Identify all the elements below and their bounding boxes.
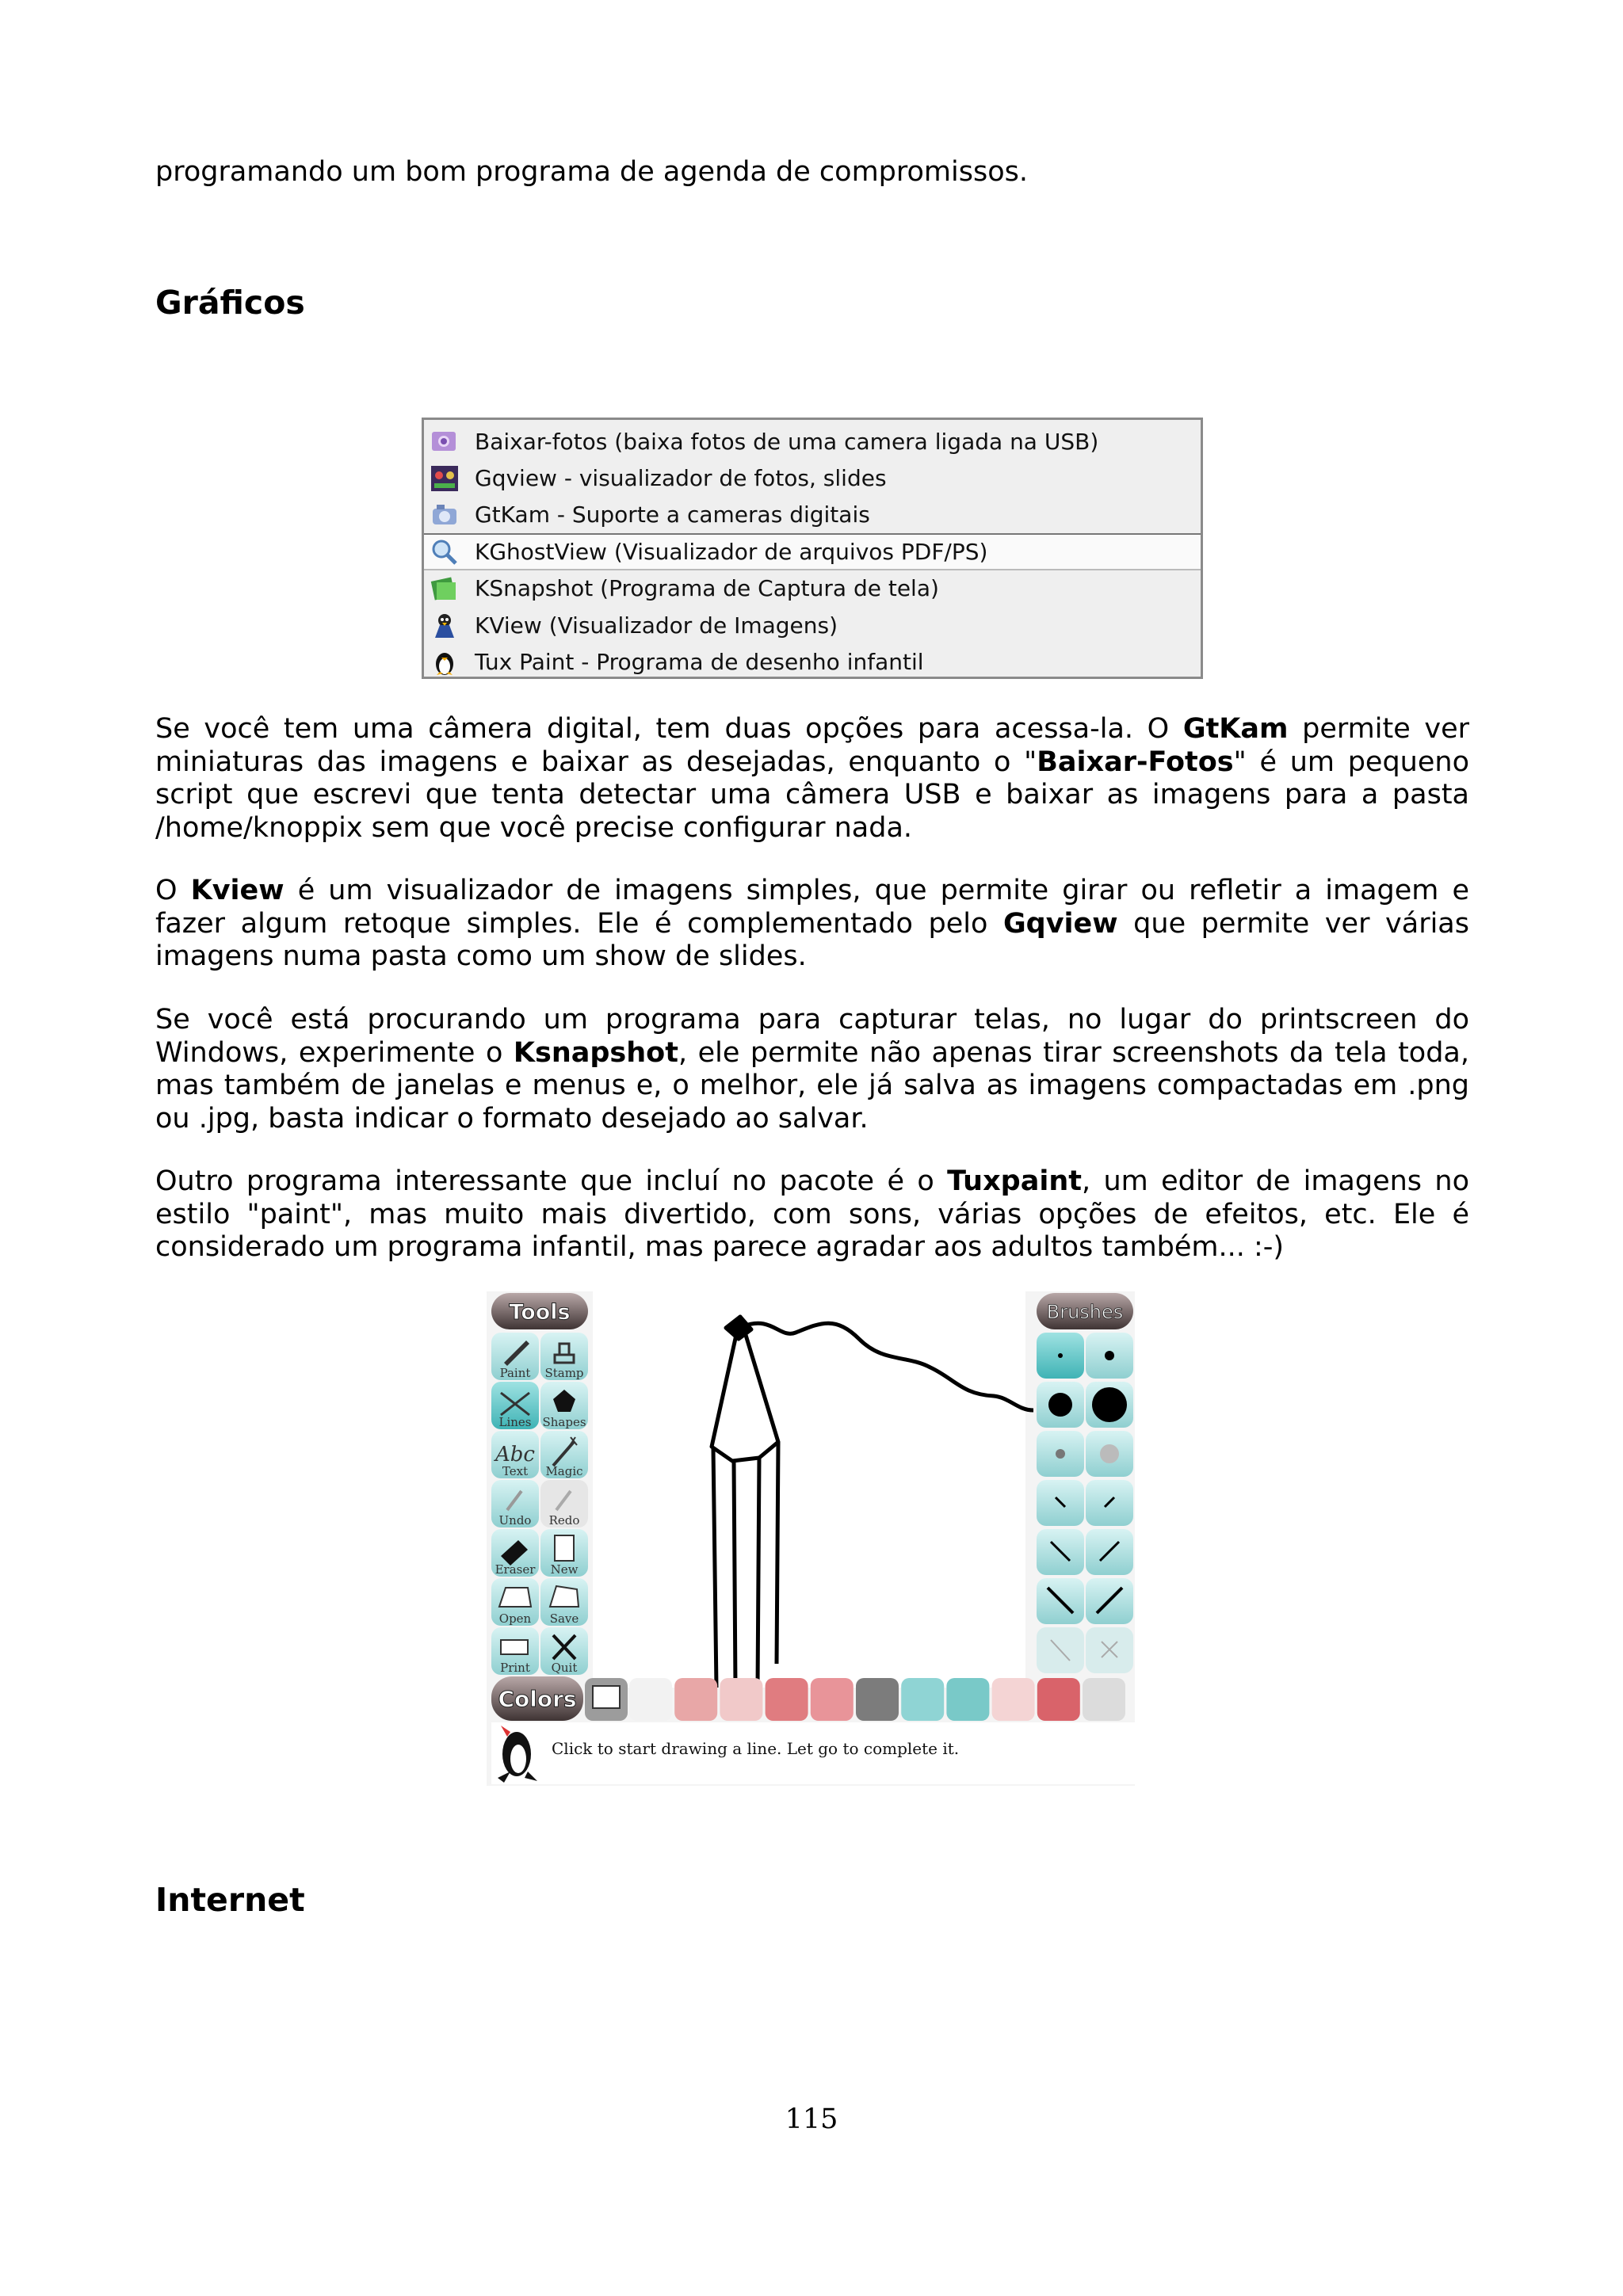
brushes-title [1037, 1293, 1133, 1329]
svg-text:Shapes: Shapes [542, 1415, 586, 1429]
svg-text:Text: Text [502, 1464, 529, 1478]
svg-text:Redo: Redo [548, 1513, 580, 1527]
tool-shapes[interactable] [540, 1382, 588, 1429]
tool-magic[interactable] [540, 1431, 588, 1478]
heading-graficos: Gráficos [155, 284, 305, 322]
term-tuxpaint: Tuxpaint [947, 1165, 1082, 1197]
tool-open[interactable] [491, 1578, 539, 1626]
svg-text:Paint: Paint [499, 1366, 531, 1380]
menu-item-label: KGhostView (Visualizador de arquivos PDF/PS) [475, 538, 988, 565]
tool-stamp[interactable] [540, 1333, 588, 1380]
svg-text:Abc: Abc [495, 1443, 535, 1466]
paragraph-tuxpaint: Outro programa interessante que incluí no pacote é o Tuxpaint, um editor de imagens no estilo "paint", mas muito mais divertido, com sons, várias opções de efeitos, etc. Ele é considerado um programa infantil, mas parece agradar aos adultos também... :-) [155, 1165, 1469, 1263]
magnifier-icon [429, 537, 460, 566]
tuxpaint-screenshot [487, 1291, 1135, 1786]
graphics-menu-screenshot [422, 418, 1203, 679]
camera-photo-icon [429, 427, 460, 456]
brush-12[interactable] [1086, 1578, 1133, 1624]
menu-item-baixar-fotos[interactable] [424, 423, 1201, 460]
brush-5[interactable] [1037, 1431, 1084, 1477]
tool-text[interactable] [491, 1431, 539, 1478]
menu-item-label: KView (Visualizador de Imagens) [475, 612, 838, 639]
svg-text:Save: Save [549, 1611, 579, 1626]
kview-icon [429, 611, 460, 639]
menu-item-label: Tux Paint - Programa de desenho infantil [475, 649, 924, 676]
color-swatch[interactable] [901, 1678, 944, 1721]
color-palette [629, 1678, 1125, 1721]
tool-new[interactable] [540, 1529, 588, 1577]
menu-item-label: KSnapshot (Programa de Captura de tela) [475, 575, 939, 602]
tools-title [491, 1293, 588, 1329]
color-swatch[interactable] [1037, 1678, 1080, 1721]
colors-title [491, 1676, 583, 1721]
status-message: Click to start drawing a line. Let go to complete it. [552, 1739, 960, 1758]
brush-6[interactable] [1086, 1431, 1133, 1477]
color-swatch[interactable] [811, 1678, 854, 1721]
gtkam-icon [429, 501, 460, 529]
menu-item-tuxpaint[interactable] [424, 643, 1201, 680]
svg-text:Magic: Magic [545, 1464, 583, 1478]
brush-8[interactable] [1086, 1480, 1133, 1526]
brush-7[interactable] [1037, 1480, 1084, 1526]
svg-text:Tools: Tools [509, 1300, 571, 1325]
tool-eraser[interactable] [491, 1529, 539, 1577]
svg-text:Stamp: Stamp [544, 1366, 584, 1380]
tux-icon [429, 648, 460, 677]
brush-10[interactable] [1086, 1529, 1133, 1575]
term-gqview: Gqview [1002, 907, 1118, 940]
term-baixar-fotos: Baixar-Fotos [1037, 746, 1234, 778]
svg-text:New: New [550, 1562, 579, 1577]
tool-save[interactable] [540, 1578, 588, 1626]
color-swatch[interactable] [946, 1678, 989, 1721]
term-ksnapshot: Ksnapshot [513, 1036, 678, 1069]
svg-text:Quit: Quit [551, 1661, 578, 1675]
brush-11[interactable] [1037, 1578, 1084, 1624]
tool-quit[interactable] [540, 1627, 588, 1675]
tool-undo[interactable] [491, 1480, 539, 1527]
page-number: 115 [785, 2103, 838, 2135]
tool-print[interactable] [491, 1627, 539, 1675]
menu-item-kview[interactable] [424, 607, 1201, 643]
term-gtkam: GtKam [1182, 713, 1289, 745]
svg-text:Lines: Lines [498, 1415, 532, 1429]
paragraph-kview: O Kview é um visualizador de imagens simples, que permite girar ou refletir a imagem e fazer algum retoque simples. Ele é complementado pelo Gqview que permite ver várias imagens numa pasta como um show de slides. [155, 875, 1469, 972]
color-swatch[interactable] [629, 1678, 672, 1721]
brush-3[interactable] [1037, 1382, 1084, 1428]
term-kview: Kview [190, 875, 285, 906]
drawing-canvas[interactable] [593, 1291, 1025, 1688]
menu-item-kghostview[interactable] [424, 533, 1201, 570]
gqview-icon [429, 464, 460, 493]
color-picker-button[interactable] [585, 1678, 628, 1721]
paragraph-ksnapshot: Se você está procurando um programa para capturar telas, no lugar do printscreen do Windows, experimente o Ksnapshot, ele permite não apenas tirar screenshots da tela toda, mas também de janelas e menus e, o melhor, ele já salva as imagens compactadas em .png ou .jpg, basta indicar o formato desejado ao salvar. [155, 1004, 1469, 1135]
tool-paint[interactable] [491, 1333, 539, 1380]
menu-item-label: Gqview - visualizador de fotos, slides [475, 465, 887, 492]
brush-14[interactable] [1086, 1627, 1133, 1673]
color-swatch[interactable] [766, 1678, 808, 1721]
brush-9[interactable] [1037, 1529, 1084, 1575]
color-swatch[interactable] [856, 1678, 899, 1721]
heading-internet: Internet [155, 1881, 305, 1919]
tool-redo[interactable] [540, 1480, 588, 1527]
tool-lines[interactable] [491, 1382, 539, 1429]
brush-4[interactable] [1086, 1382, 1133, 1428]
menu-item-label: Baixar-fotos (baixa fotos de uma camera ligada na USB) [475, 428, 1099, 455]
color-swatch[interactable] [992, 1678, 1035, 1721]
svg-text:Open: Open [498, 1611, 532, 1626]
svg-text:Eraser: Eraser [495, 1562, 536, 1577]
svg-text:Brushes: Brushes [1046, 1301, 1124, 1323]
menu-item-label: GtKam - Suporte a cameras digitais [475, 502, 870, 528]
color-swatch[interactable] [1083, 1678, 1125, 1721]
intro-line: programando um bom programa de agenda de compromissos. [155, 156, 1028, 188]
svg-text:Colors: Colors [498, 1686, 577, 1712]
svg-text:Undo: Undo [498, 1513, 532, 1527]
color-swatch[interactable] [720, 1678, 762, 1721]
menu-item-ksnapshot[interactable] [424, 570, 1201, 607]
menu-item-gtkam[interactable] [424, 497, 1201, 533]
brush-1[interactable] [1037, 1333, 1084, 1379]
svg-text:Print: Print [500, 1661, 530, 1675]
menu-item-gqview[interactable] [424, 460, 1201, 496]
color-swatch[interactable] [674, 1678, 717, 1721]
ksnapshot-icon [429, 574, 460, 603]
brush-2[interactable] [1086, 1333, 1133, 1379]
brush-13[interactable] [1037, 1627, 1084, 1673]
paragraph-cameras: Se você tem uma câmera digital, tem duas opções para acessa-la. O GtKam permite ver miniaturas das imagens e baixar as desejadas, enquanto o "Baixar-Fotos" é um pequeno script que escrevi que tenta detectar uma câmera USB e baixar as imagens para a pasta /home/knoppix sem que você precise configurar nada. [155, 713, 1469, 844]
